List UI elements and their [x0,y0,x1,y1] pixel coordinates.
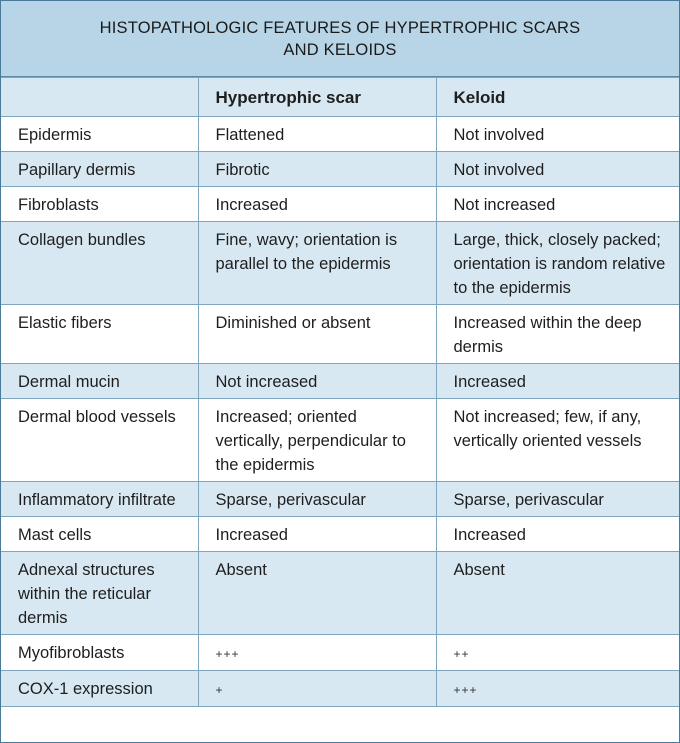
row-feature: Papillary dermis [1,152,198,187]
row-feature: Dermal blood vessels [1,399,198,482]
column-header-feature [1,78,198,117]
row-hypertrophic-value [198,635,436,671]
row-keloid-value: Not increased; few, if any, vertically oriented vessels [436,399,679,482]
symbol-value: +++ [453,683,478,697]
column-header-hypertrophic-scar: Hypertrophic scar [198,78,436,117]
symbol-value: +++ [215,647,240,661]
column-header-keloid: Keloid [436,78,679,117]
row-keloid-value [436,635,679,671]
row-keloid-value: Not increased [436,187,679,222]
row-hypertrophic-value: Increased [198,187,436,222]
row-feature: Dermal mucin [1,364,198,399]
row-hypertrophic-value: Not increased [198,364,436,399]
table-row [1,152,679,187]
table-row [1,305,679,364]
row-feature: Fibroblasts [1,187,198,222]
table-header-row [1,78,679,117]
row-feature: Epidermis [1,117,198,152]
row-feature: Adnexal structures within the reticular dermis [1,552,198,635]
row-hypertrophic-value: Fibrotic [198,152,436,187]
table-row [1,364,679,399]
row-keloid-value: Absent [436,552,679,635]
row-hypertrophic-value: Absent [198,552,436,635]
table-row [1,222,679,305]
row-feature: Mast cells [1,517,198,552]
table-title-line-1: HISTOPATHOLOGIC FEATURES OF HYPERTROPHIC SCARS [99,18,581,37]
row-feature: Myofibroblasts [1,635,198,671]
symbol-value: ++ [453,647,470,661]
table-row [1,552,679,635]
table-row [1,671,679,707]
table-row [1,399,679,482]
row-keloid-value: Sparse, perivascular [436,482,679,517]
row-keloid-value: Not involved [436,117,679,152]
row-keloid-value: Large, thick, closely packed; orientation is random relative to the epidermis [436,222,679,305]
table-title [1,1,679,77]
table-title-line-2: AND KELOIDS [283,40,397,59]
row-feature: Elastic fibers [1,305,198,364]
features-table [1,77,679,707]
row-hypertrophic-value: Sparse, perivascular [198,482,436,517]
row-keloid-value: Increased within the deep dermis [436,305,679,364]
row-keloid-value: Not involved [436,152,679,187]
table-row [1,117,679,152]
row-hypertrophic-value: Flattened [198,117,436,152]
row-feature: COX-1 expression [1,671,198,707]
table-row [1,482,679,517]
row-keloid-value: Increased [436,517,679,552]
row-hypertrophic-value: Increased; oriented vertically, perpendicular to the epidermis [198,399,436,482]
table-row [1,517,679,552]
table-row [1,187,679,222]
row-hypertrophic-value: Fine, wavy; orientation is parallel to the epidermis [198,222,436,305]
row-hypertrophic-value: Increased [198,517,436,552]
row-keloid-value: Increased [436,364,679,399]
row-feature: Collagen bundles [1,222,198,305]
symbol-value: + [215,683,224,697]
table-row [1,635,679,671]
row-keloid-value [436,671,679,707]
row-feature: Inflammatory infiltrate [1,482,198,517]
row-hypertrophic-value [198,671,436,707]
row-hypertrophic-value: Diminished or absent [198,305,436,364]
